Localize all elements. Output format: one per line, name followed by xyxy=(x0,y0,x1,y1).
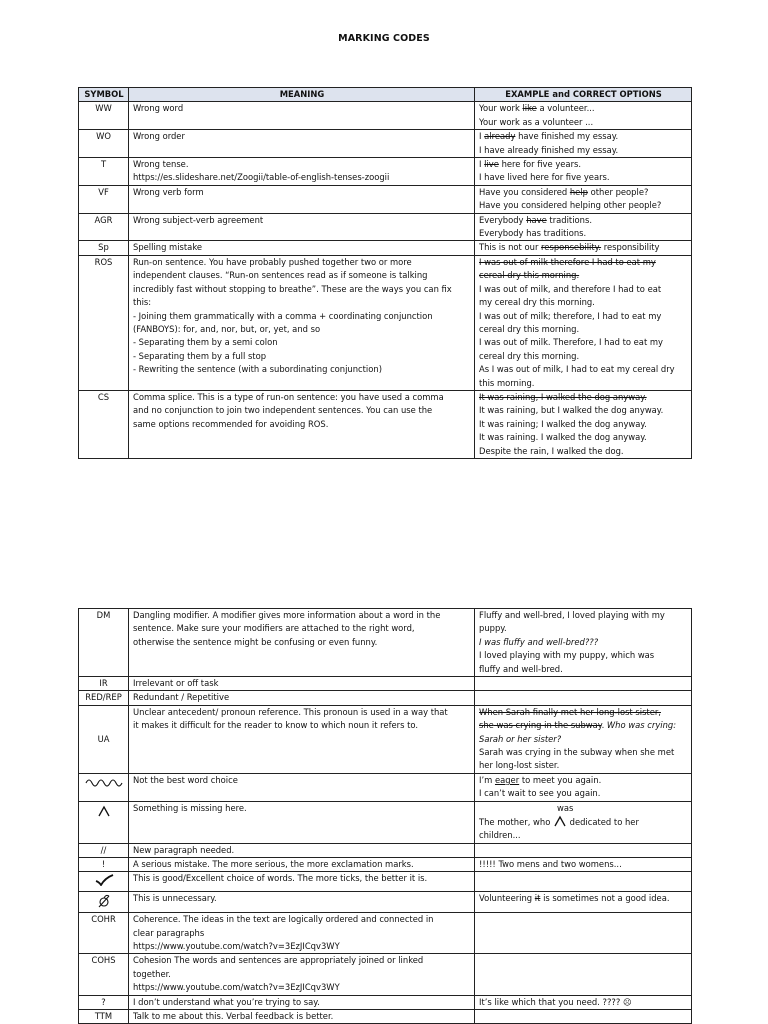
meaning-line: Unclear antecedent/ pronoun reference. This pronoun is used in a way that xyxy=(133,706,448,717)
example-cell xyxy=(475,913,692,954)
example-header: EXAMPLE and CORRECT OPTIONS xyxy=(475,88,692,102)
symbol-text: // xyxy=(100,844,107,855)
symbol-cell xyxy=(79,102,129,130)
example-line: It was raining, but I walked the dog anyway. xyxy=(479,405,664,416)
symbol-cell xyxy=(79,913,129,954)
example-line: she was crying in the subway. Who was crying: xyxy=(479,720,677,731)
meaning-cell xyxy=(129,1009,475,1023)
example-line: It’s like which that you need. ???? ☹ xyxy=(479,996,632,1007)
example-line: I live here for five years. xyxy=(479,159,582,170)
example-line: It was raining, I walked the dog anyway. xyxy=(479,391,647,402)
symbol-cell xyxy=(79,773,129,801)
example-cell xyxy=(475,130,692,158)
meaning-line: - Separating them by a full stop xyxy=(133,350,267,361)
symbol-cell xyxy=(79,801,129,843)
table-row xyxy=(79,1009,692,1023)
symbol-text: RED/REP xyxy=(85,692,122,703)
symbol-cell xyxy=(79,857,129,871)
meaning-cell xyxy=(129,185,475,213)
example-line: Your work as a volunteer ... xyxy=(479,116,594,127)
example-line: Your work like a volunteer... xyxy=(479,103,595,114)
table-row xyxy=(79,857,692,871)
table-row xyxy=(79,213,692,241)
example-line: this morning. xyxy=(479,377,535,388)
meaning-cell xyxy=(129,158,475,186)
meaning-line: this: xyxy=(133,297,152,308)
symbol-cell xyxy=(79,843,129,857)
delete-mark-icon xyxy=(96,894,112,912)
example-line: I was out of milk therefore I had to eat my xyxy=(479,256,656,267)
example-line: As I was out of milk, I had to eat my cereal dry xyxy=(479,364,675,375)
example-line: This is not our responsebility. responsibility xyxy=(479,242,660,253)
caret-icon xyxy=(553,817,567,827)
meaning-line: same options recommended for avoiding ROS. xyxy=(133,418,329,429)
table-row xyxy=(79,891,692,912)
symbol-cell xyxy=(79,872,129,891)
symbol-header: SYMBOL xyxy=(79,88,129,102)
meaning-line: https://www.youtube.com/watch?v=3EzJICqv3WY xyxy=(133,982,340,993)
table-row xyxy=(79,801,692,843)
example-line: cereal dry this morning. xyxy=(479,323,580,334)
meaning-cell xyxy=(129,954,475,995)
example-cell xyxy=(475,609,692,677)
meaning-line: This is good/Excellent choice of words. The more ticks, the better it is. xyxy=(133,873,428,884)
meaning-line: I don’t understand what you’re trying to say. xyxy=(133,996,320,1007)
meaning-line: This is unnecessary. xyxy=(133,892,217,903)
symbol-cell xyxy=(79,705,129,773)
example-cell xyxy=(475,102,692,130)
meaning-line: Wrong verb form xyxy=(133,186,204,197)
example-line: I was out of milk. Therefore, I had to eat my xyxy=(479,337,663,348)
symbol-text: COHS xyxy=(91,955,116,966)
meaning-cell xyxy=(129,891,475,912)
table-row xyxy=(79,130,692,158)
table-row xyxy=(79,995,692,1009)
example-line: cereal dry this morning. xyxy=(479,270,580,281)
document-title: MARKING CODES xyxy=(338,33,430,44)
meaning-cell xyxy=(129,773,475,801)
meaning-line: A serious mistake. The more serious, the more exclamation marks. xyxy=(133,858,414,869)
symbol-cell xyxy=(79,677,129,691)
example-line: Volunteering it is sometimes not a good idea. xyxy=(479,892,670,903)
symbol-text: UA xyxy=(97,733,110,744)
marking-codes-table xyxy=(78,87,692,459)
example-line: Fluffy and well-bred, I loved playing with my xyxy=(479,610,665,620)
table-row xyxy=(79,954,692,995)
meaning-cell xyxy=(129,995,475,1009)
meaning-cell xyxy=(129,390,475,458)
example-line: my cereal dry this morning. xyxy=(479,297,595,308)
example-line: children... xyxy=(479,830,521,841)
example-line: Everybody has traditions. xyxy=(479,228,587,239)
table-row xyxy=(79,677,692,691)
meaning-line: sentence. Make sure your modifiers are attached to the right word, xyxy=(133,623,415,634)
example-line: Despite the rain, I walked the dog. xyxy=(479,445,624,456)
symbol-text: DM xyxy=(96,610,111,620)
meaning-cell xyxy=(129,102,475,130)
example-line: !!!!! Two mens and two womens... xyxy=(479,858,622,869)
table-row xyxy=(79,773,692,801)
meaning-line: incredibly fast without stopping to breathe”. These are the ways you can fix xyxy=(133,283,452,294)
meaning-line: and no conjunction to join two independent sentences. You can use the xyxy=(133,405,433,416)
example-line: cereal dry this morning. xyxy=(479,350,580,361)
example-line: Sarah or her sister? xyxy=(479,733,562,744)
example-line: I have lived here for five years. xyxy=(479,172,610,183)
example-line: I can’t wait to see you again. xyxy=(479,788,601,799)
meaning-line: - Joining them grammatically with a comma + coordinating conjunction xyxy=(133,310,433,321)
example-line: It was raining. I walked the dog anyway. xyxy=(479,432,647,443)
meaning-line: - Separating them by a semi colon xyxy=(133,337,278,348)
table-row xyxy=(79,872,692,891)
symbol-text: T xyxy=(100,159,107,170)
meaning-line: Spelling mistake xyxy=(133,242,203,253)
meaning-line: Something is missing here. xyxy=(133,802,247,813)
meaning-line: together. xyxy=(133,968,171,979)
wavy-line-icon xyxy=(84,776,124,794)
meaning-cell xyxy=(129,801,475,843)
meaning-line: Redundant / Repetitive xyxy=(133,692,230,703)
symbol-text: Sp xyxy=(98,242,109,253)
meaning-line: (FANBOYS): for, and, nor, but, or, yet, and so xyxy=(133,323,321,334)
tick-icon xyxy=(94,874,114,890)
meaning-line: Wrong tense. xyxy=(133,159,189,170)
meaning-line: otherwise the sentence might be confusing or even funny. xyxy=(133,636,378,647)
example-cell xyxy=(475,1009,692,1023)
example-cell xyxy=(475,872,692,891)
meaning-line: New paragraph needed. xyxy=(133,844,235,855)
meaning-cell xyxy=(129,872,475,891)
table-row xyxy=(79,255,692,390)
table-header-row xyxy=(79,88,692,102)
meaning-cell xyxy=(129,677,475,691)
meaning-line: - Rewriting the sentence (with a subordinating conjunction) xyxy=(133,364,382,375)
meaning-line: Not the best word choice xyxy=(133,774,238,785)
meaning-line: Talk to me about this. Verbal feedback is better. xyxy=(133,1010,334,1021)
symbol-text: COHR xyxy=(91,914,116,925)
example-insert-word xyxy=(479,802,688,815)
meaning-line: Irrelevant or off task xyxy=(133,678,219,689)
table-row xyxy=(79,843,692,857)
symbol-cell xyxy=(79,891,129,912)
meaning-cell xyxy=(129,705,475,773)
example-line: When Sarah finally met her long-lost sister, xyxy=(479,706,661,717)
meaning-cell xyxy=(129,213,475,241)
example-line: The mother, who dedicated to her xyxy=(479,816,639,827)
symbol-cell xyxy=(79,609,129,677)
meaning-line: https://es.slideshare.net/Zoogii/table-of-english-tenses-zoogii xyxy=(133,172,390,183)
example-line: It was raining; I walked the dog anyway. xyxy=(479,418,647,429)
meaning-line: Run-on sentence. You have probably pushed together two or more xyxy=(133,256,412,267)
example-cell xyxy=(475,691,692,705)
symbol-text: WW xyxy=(95,103,112,114)
table-row xyxy=(79,185,692,213)
meaning-cell xyxy=(129,255,475,390)
symbol-text: ! xyxy=(101,858,106,869)
symbol-cell xyxy=(79,130,129,158)
example-cell xyxy=(475,801,692,843)
meaning-line: https://www.youtube.com/watch?v=3EzJICqv3WY xyxy=(133,940,340,951)
example-line: I already have finished my essay. xyxy=(479,131,619,142)
symbol-text: IR xyxy=(99,678,108,689)
meaning-cell xyxy=(129,691,475,705)
symbol-cell xyxy=(79,255,129,390)
example-line: I loved playing with my puppy, which was xyxy=(479,650,655,661)
symbol-text: CS xyxy=(97,391,110,402)
table-row xyxy=(79,102,692,130)
example-line: fluffy and well-bred. xyxy=(479,663,563,674)
example-line: Have you considered help other people? xyxy=(479,186,649,197)
table-row xyxy=(79,691,692,705)
meaning-cell xyxy=(129,241,475,255)
example-cell xyxy=(475,843,692,857)
example-cell xyxy=(475,954,692,995)
symbol-cell xyxy=(79,954,129,995)
meaning-line: it makes it difficult for the reader to know to which noun it refers to. xyxy=(133,720,419,731)
symbol-cell xyxy=(79,390,129,458)
example-line: I was fluffy and well-bred??? xyxy=(479,636,599,647)
example-cell xyxy=(475,857,692,871)
meaning-line: Cohesion The words and sentences are appropriately joined or linked xyxy=(133,955,424,966)
symbol-cell xyxy=(79,995,129,1009)
example-cell xyxy=(475,213,692,241)
symbol-cell xyxy=(79,158,129,186)
example-line: her long-lost sister. xyxy=(479,760,560,771)
meaning-cell xyxy=(129,609,475,677)
example-line: I was out of milk; therefore, I had to eat my xyxy=(479,310,662,321)
example-line: I’m eager to meet you again. xyxy=(479,774,602,785)
meaning-cell xyxy=(129,130,475,158)
symbol-text: ROS xyxy=(94,256,113,267)
meaning-line: Comma splice. This is a type of run-on sentence: you have used a comma xyxy=(133,391,444,402)
meaning-line: Dangling modifier. A modifier gives more information about a word in the xyxy=(133,610,441,620)
example-cell xyxy=(475,255,692,390)
example-cell xyxy=(475,241,692,255)
example-line: I have already finished my essay. xyxy=(479,144,619,155)
table-row xyxy=(79,241,692,255)
meaning-cell xyxy=(129,857,475,871)
meaning-header: MEANING xyxy=(129,88,475,102)
table-row xyxy=(79,158,692,186)
meaning-line: Coherence. The ideas in the text are logically ordered and connected in xyxy=(133,914,434,925)
example-cell xyxy=(475,390,692,458)
example-line: Have you considered helping other people? xyxy=(479,200,662,211)
symbol-cell xyxy=(79,185,129,213)
example-cell xyxy=(475,158,692,186)
symbol-cell xyxy=(79,213,129,241)
example-cell xyxy=(475,677,692,691)
symbol-text: VF xyxy=(98,186,109,197)
meaning-cell xyxy=(129,913,475,954)
marking-codes-table-continued xyxy=(78,608,692,1024)
symbol-text: WO xyxy=(96,131,111,142)
example-cell xyxy=(475,705,692,773)
example-line: I was out of milk, and therefore I had to eat xyxy=(479,283,662,294)
meaning-line: Wrong word xyxy=(133,103,184,114)
example-cell xyxy=(475,995,692,1009)
symbol-cell xyxy=(79,241,129,255)
symbol-cell xyxy=(79,1009,129,1023)
meaning-line: independent clauses. “Run-on sentences read as if someone is talking xyxy=(133,270,428,281)
example-line: Sarah was crying in the subway when she met xyxy=(479,747,675,758)
example-cell xyxy=(475,185,692,213)
table-row xyxy=(79,705,692,773)
caret-icon xyxy=(97,804,111,822)
example-cell xyxy=(475,891,692,912)
symbol-cell xyxy=(79,691,129,705)
symbol-text: TTM xyxy=(94,1010,113,1021)
inserted-word: was xyxy=(557,802,574,813)
example-line: puppy. xyxy=(479,623,507,634)
symbol-text: ? xyxy=(101,996,106,1007)
meaning-line: clear paragraphs xyxy=(133,927,205,938)
meaning-cell xyxy=(129,843,475,857)
table-row xyxy=(79,390,692,458)
table-row xyxy=(79,609,692,677)
symbol-text: AGR xyxy=(94,214,113,225)
table-row xyxy=(79,913,692,954)
example-line: Everybody have traditions. xyxy=(479,214,592,225)
meaning-line: Wrong subject-verb agreement xyxy=(133,214,264,225)
example-cell xyxy=(475,773,692,801)
meaning-line: Wrong order xyxy=(133,131,185,142)
